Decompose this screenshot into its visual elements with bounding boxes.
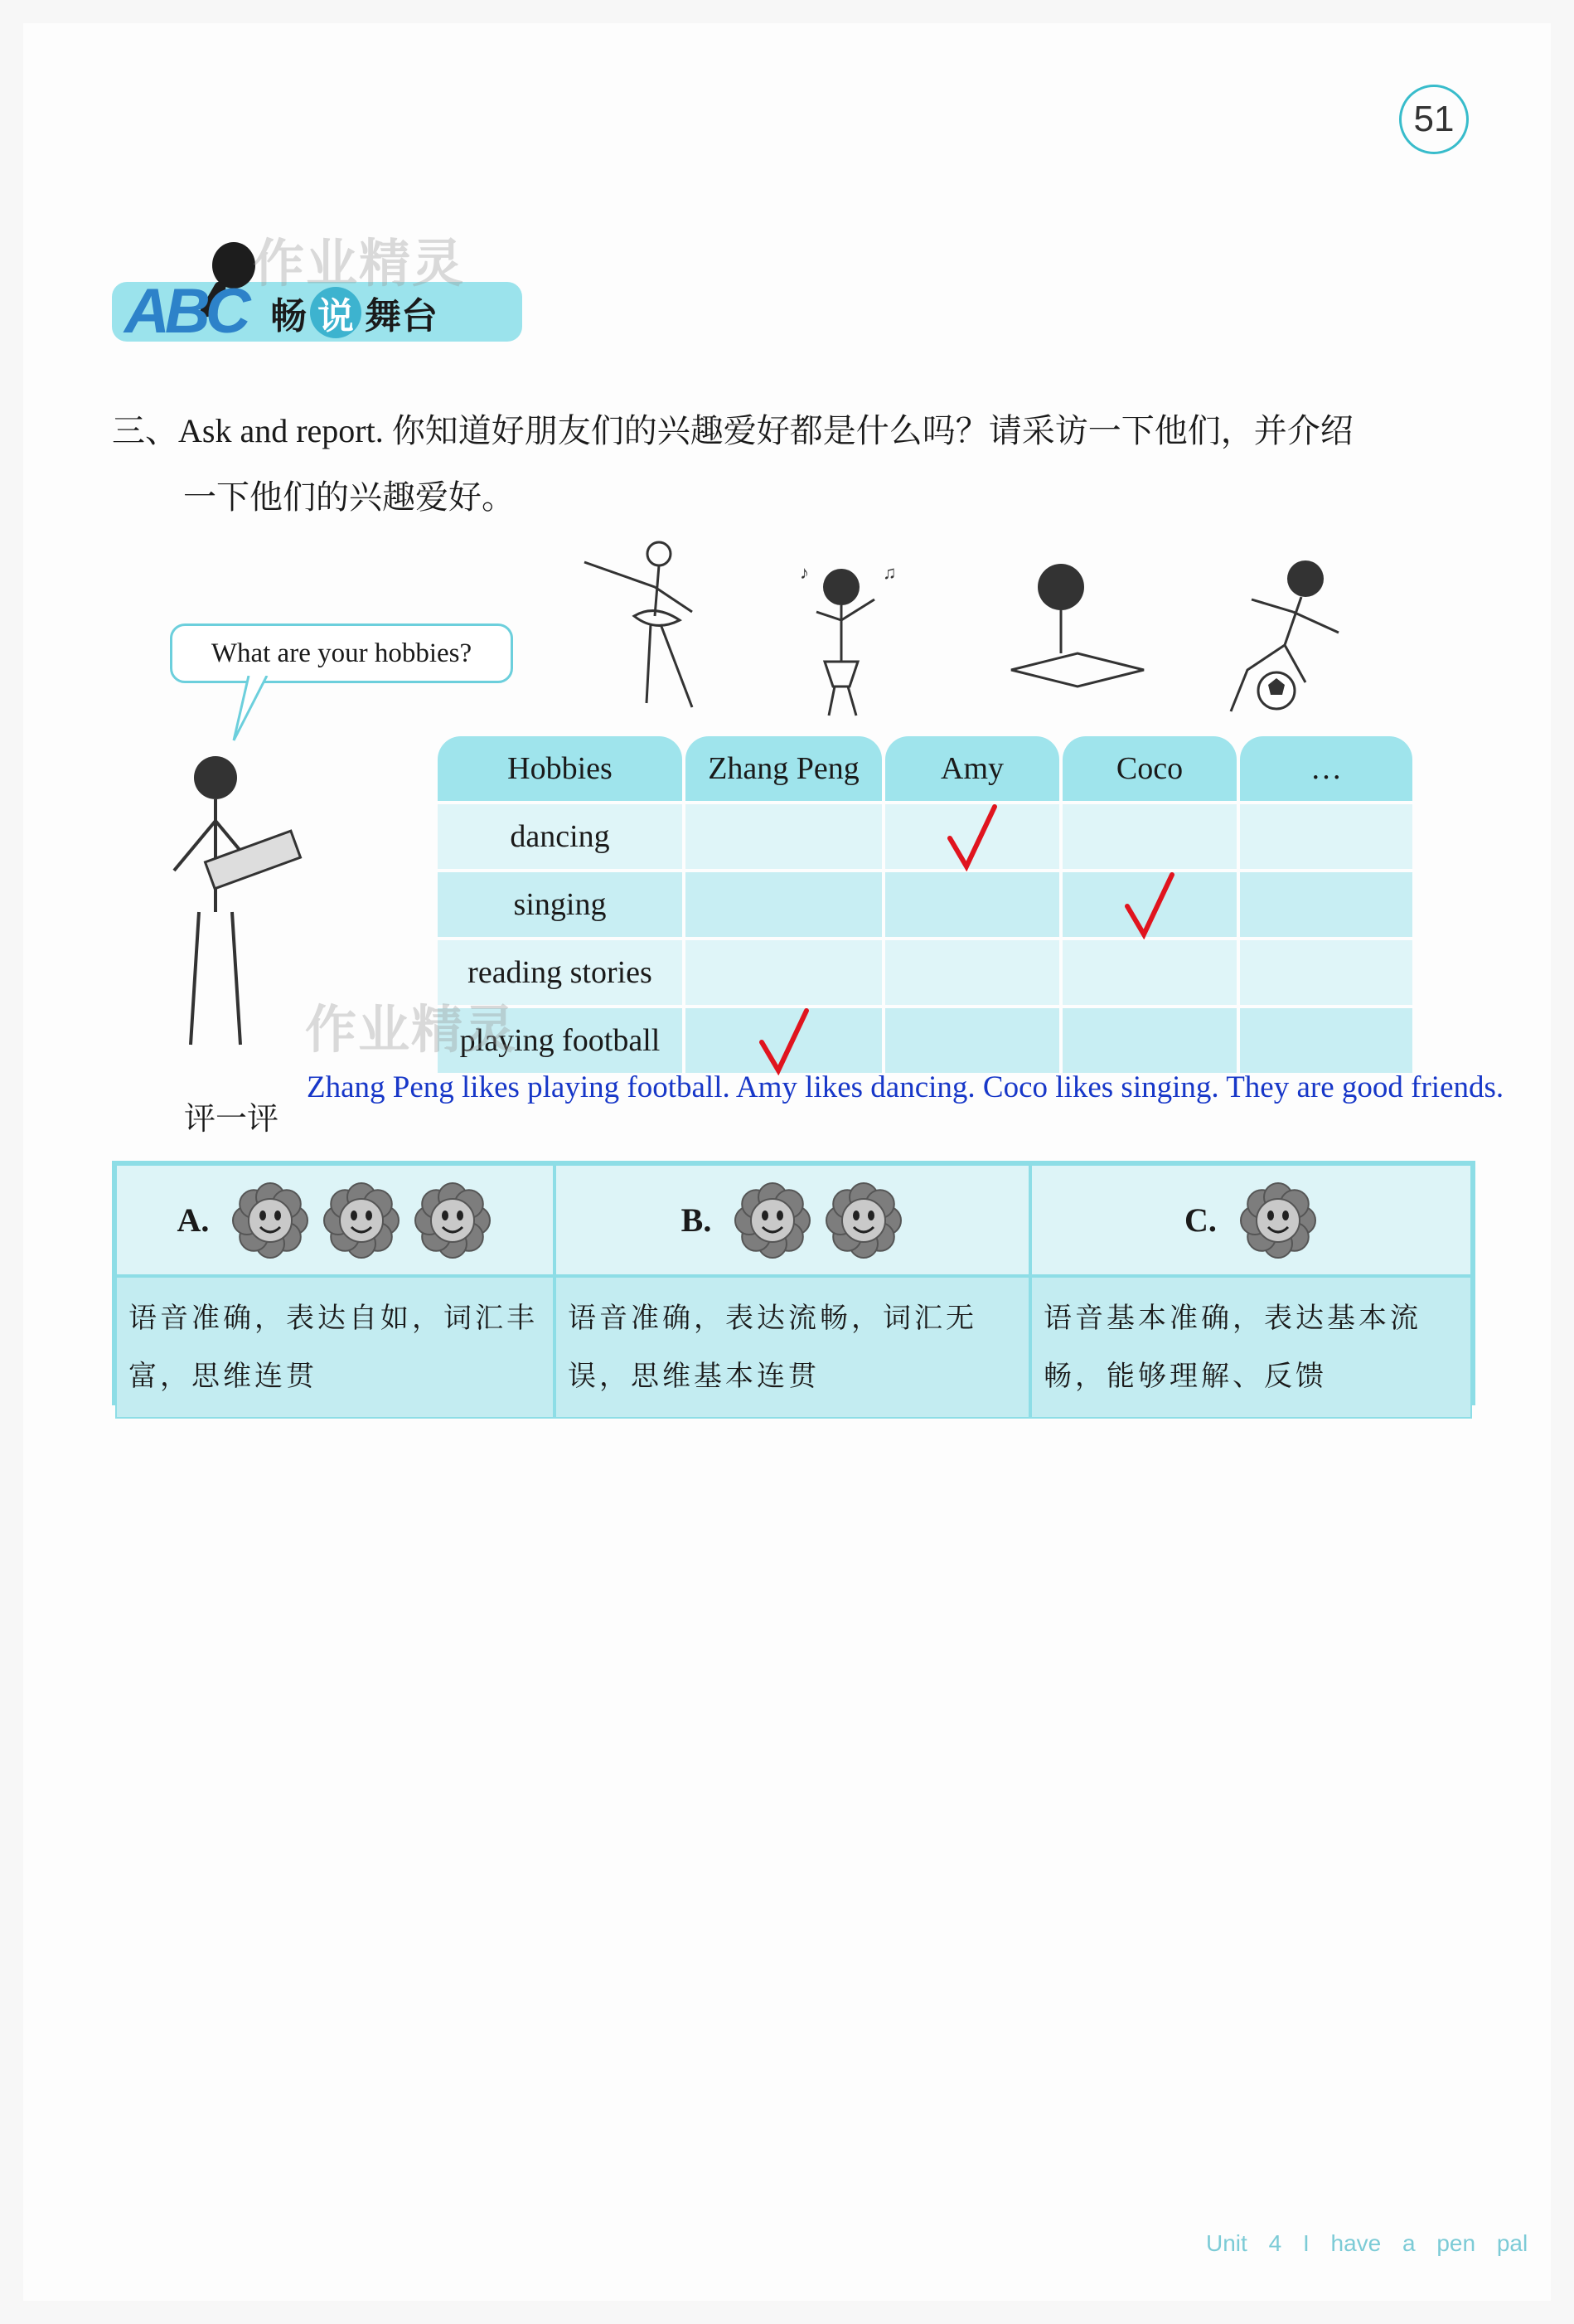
smiley-flower-icon — [322, 1181, 401, 1260]
check-mark-icon — [1121, 870, 1179, 939]
footer-unit: Unit 4 — [1206, 2230, 1282, 2256]
hobby-cell: playing football — [438, 1008, 682, 1073]
check-cell — [1240, 940, 1412, 1005]
section-title-part: 畅 — [270, 295, 307, 337]
interviewer-boy-illustration — [157, 746, 315, 1053]
check-cell — [685, 872, 882, 937]
check-cell — [885, 804, 1059, 869]
check-cell — [685, 804, 882, 869]
grade-letter: B. — [680, 1201, 712, 1239]
check-cell — [685, 1008, 882, 1073]
reading-boy-illustration — [995, 554, 1152, 703]
check-cell — [885, 1008, 1059, 1073]
hobby-table — [438, 736, 1416, 1073]
singing-girl-illustration — [783, 554, 916, 720]
check-cell — [1063, 1008, 1237, 1073]
smiley-flower-icon — [1238, 1181, 1318, 1260]
svg-text:♫: ♫ — [883, 562, 897, 583]
watermark: 作业精灵 — [305, 999, 518, 1060]
table-header: … — [1240, 736, 1412, 801]
svg-text:♪: ♪ — [800, 562, 809, 583]
grade-header — [555, 1164, 1030, 1276]
hobby-cell: singing — [438, 872, 682, 937]
speech-bubble-tail — [232, 676, 282, 742]
handwritten-answer: Zhang Peng likes playing football. Amy likes dancing. Coco likes singing. They are good friends. — [307, 1070, 1504, 1104]
footer — [1206, 2230, 1528, 2257]
evaluation-table — [112, 1161, 1475, 1405]
grade-description: 语音基本准确，表达基本流畅，能够理解、反馈 — [1030, 1276, 1472, 1419]
check-cell — [885, 940, 1059, 1005]
check-cell — [885, 872, 1059, 937]
instruction-line-2: 一下他们的兴趣爱好。 — [183, 478, 515, 516]
smiley-flower-icon — [230, 1181, 310, 1260]
footer-title: I have a pen pal — [1302, 2230, 1528, 2256]
table-header: Hobbies — [438, 736, 682, 801]
section-abc-logo: ABC — [124, 276, 246, 347]
table-header: Zhang Peng — [685, 736, 882, 801]
instruction — [112, 398, 1488, 531]
smiley-flower-icon — [413, 1181, 492, 1260]
check-cell — [1240, 804, 1412, 869]
section-title-highlight: 说 — [310, 287, 361, 338]
grade-description: 语音准确，表达流畅，词汇无误，思维基本连贯 — [555, 1276, 1030, 1419]
check-cell — [1063, 872, 1237, 937]
check-cell — [1063, 804, 1237, 869]
evaluation-label: 评一评 — [184, 1100, 279, 1137]
grade-header — [1030, 1164, 1472, 1276]
grade-description: 语音准确，表达自如，词汇丰富，思维连贯 — [115, 1276, 555, 1419]
football-boy-illustration — [1206, 554, 1355, 720]
check-mark-icon — [755, 1006, 813, 1075]
hobby-cell: reading stories — [438, 940, 682, 1005]
smiley-flower-icon — [824, 1181, 903, 1260]
grade-letter: A. — [177, 1201, 210, 1239]
check-cell — [1240, 872, 1412, 937]
smiley-flower-icon — [733, 1181, 812, 1260]
speech-bubble: What are your hobbies? — [170, 623, 513, 683]
check-cell — [1240, 1008, 1412, 1073]
hobby-cell: dancing — [438, 804, 682, 869]
section-title-part: 舞台 — [365, 295, 438, 337]
watermark: 作业精灵 — [253, 233, 466, 294]
check-mark-icon — [943, 802, 1001, 871]
table-header: Coco — [1063, 736, 1237, 801]
table-header: Amy — [885, 736, 1059, 801]
check-cell — [1063, 940, 1237, 1005]
grade-letter: C. — [1184, 1201, 1217, 1239]
page-number: 51 — [1399, 85, 1469, 154]
grade-header — [115, 1164, 555, 1276]
check-cell — [685, 940, 882, 1005]
ballerina-illustration — [568, 537, 709, 720]
instruction-line-1: 三、Ask and report. 你知道好朋友们的兴趣爱好都是什么吗？请采访一下他们，并介绍 — [112, 412, 1354, 449]
